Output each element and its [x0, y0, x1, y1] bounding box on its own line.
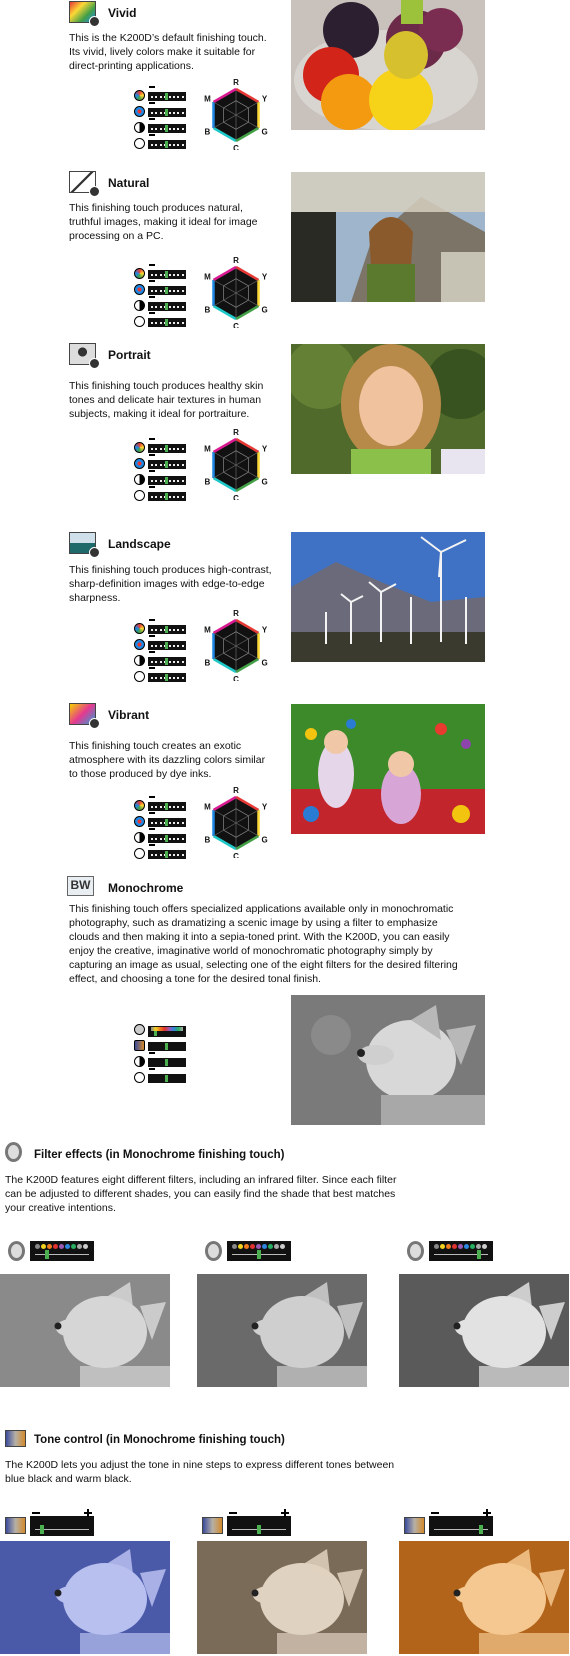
radar-label: C — [233, 322, 239, 328]
radar-label: G — [261, 305, 268, 315]
radar-label: B — [204, 658, 211, 668]
contrast-icon — [134, 122, 145, 133]
radar-label: R — [233, 609, 239, 618]
section-title: Tone control (in Monochrome finishing touch) — [34, 1434, 285, 1446]
filter-example-photo — [399, 1274, 569, 1387]
mode-section-vivid — [0, 0, 570, 160]
portrait-mode-icon — [69, 343, 96, 365]
filter-example-photo — [0, 1274, 170, 1387]
mode-title: Monochrome — [108, 881, 184, 895]
mode-title: Natural — [108, 176, 150, 190]
radar-label: M — [204, 272, 211, 282]
saturation-icon — [134, 623, 145, 634]
color-radar-chart — [200, 609, 272, 681]
mode-description: This finishing touch produces natural, truthful images, making it ideal for image processing on a PC. — [69, 202, 258, 242]
parameter-bar — [148, 850, 186, 859]
mode-section-monochrome — [0, 874, 570, 1124]
radar-label: R — [233, 428, 239, 437]
contrast-icon — [134, 1056, 145, 1067]
contrast-icon — [134, 300, 145, 311]
parameter-bar — [148, 318, 186, 327]
mode-section-portrait — [0, 342, 570, 512]
radar-label: B — [204, 477, 211, 487]
parameter-bar — [148, 834, 186, 843]
filter-selector — [404, 1240, 499, 1262]
sharpness-icon — [134, 1072, 145, 1083]
filter-effects-section — [0, 1142, 570, 1388]
hue-icon — [134, 816, 145, 827]
parameter-bar — [148, 302, 186, 311]
radar-label: R — [233, 256, 239, 265]
radar-label: C — [233, 494, 239, 500]
sharpness-icon — [134, 671, 145, 682]
tone-example-photo — [0, 1541, 170, 1654]
mode-section-landscape — [0, 530, 570, 700]
section-description: The K200D features eight different filters, including an infrared filter. Since each filter can be adjusted to different shades, you can easily find the shade that best matches your creative intentions. — [5, 1174, 397, 1214]
parameter-bar — [148, 92, 186, 101]
parameter-bar — [148, 657, 186, 666]
vibrant-mode-icon — [69, 703, 96, 725]
radar-label: M — [204, 625, 211, 635]
parameter-indicators — [134, 623, 186, 687]
tone-example-photo — [197, 1541, 367, 1654]
color-radar-chart — [200, 78, 272, 150]
radar-label: C — [233, 144, 239, 150]
sample-photo-wind-turbines — [291, 532, 485, 662]
parameter-bar — [148, 673, 186, 682]
hue-icon — [134, 106, 145, 117]
parameter-indicators — [134, 800, 186, 864]
radar-label: Y — [261, 272, 268, 282]
radar-label: Y — [261, 625, 268, 635]
radar-label: G — [261, 477, 268, 487]
radar-label: G — [261, 127, 268, 137]
sharpness-icon — [134, 316, 145, 327]
radar-label: Y — [261, 94, 268, 104]
radar-label: B — [204, 305, 211, 315]
tone-selector — [202, 1515, 297, 1537]
section-title: Filter effects (in Monochrome finishing touch) — [34, 1149, 285, 1161]
section-description: The K200D lets you adjust the tone in nine steps to express different tones between blue black and warm black. — [5, 1459, 395, 1485]
parameter-bar — [148, 444, 186, 453]
landscape-mode-icon — [69, 532, 96, 554]
tone-icon — [202, 1517, 223, 1534]
tone-example-photo — [399, 1541, 569, 1654]
mode-description: This finishing touch offers specialized applications available only in monochromatic photography, such as dramatizing a scenic image by using a filter to emphasize clouds and then making it into a sepia-toned print. With the K200D, you can easily enjoy the creative, imaginative world of monochromatic photography simply by capturing an image as usual, selecting one of the eight filters for the desired filtering effect, and choosing a tone for the desired tonal finish. — [69, 903, 458, 985]
contrast-icon — [134, 474, 145, 485]
radar-label: G — [261, 658, 268, 668]
sample-photo-children-balls — [291, 704, 485, 834]
filter-example-photo — [197, 1274, 367, 1387]
radar-label: B — [204, 127, 211, 137]
mode-title: Vivid — [108, 6, 137, 20]
saturation-icon — [134, 800, 145, 811]
radar-label: Y — [261, 802, 268, 812]
filter-icon — [407, 1241, 424, 1261]
hue-icon — [134, 458, 145, 469]
mode-description: This is the K200D’s default finishing touch. Its vivid, lively colors make it suitable for direct-printing applications. — [69, 32, 267, 72]
parameter-bar — [148, 140, 186, 149]
radar-label: R — [233, 78, 239, 87]
mode-description: This finishing touch creates an exotic atmosphere with its dazzling colors similar to those produced by dye inks. — [69, 740, 266, 780]
sample-photo-woman-golf-cart — [291, 172, 485, 302]
mode-section-natural — [0, 170, 570, 340]
mode-title: Vibrant — [108, 708, 150, 722]
sample-photo-fruit-bowl — [291, 0, 485, 130]
sample-photo-smiling-girl — [291, 344, 485, 474]
hue-icon — [134, 639, 145, 650]
radar-label: M — [204, 94, 211, 104]
parameter-bar — [148, 818, 186, 827]
filter-icon — [8, 1241, 25, 1261]
sharpness-icon — [134, 848, 145, 859]
filter-icon — [134, 1024, 145, 1035]
filter-icon — [5, 1142, 22, 1162]
radar-label: C — [233, 852, 239, 858]
saturation-icon — [134, 268, 145, 279]
tone-icon — [5, 1430, 26, 1447]
mode-description: This finishing touch produces high-contrast, sharp-definition images with edge-to-edge sharpness. — [69, 564, 272, 604]
filter-selector — [202, 1240, 297, 1262]
contrast-icon — [134, 655, 145, 666]
tone-selector — [404, 1515, 499, 1537]
parameter-bar — [148, 802, 186, 811]
color-radar-chart — [200, 428, 272, 500]
vivid-mode-icon — [69, 1, 96, 23]
radar-label: C — [233, 675, 239, 681]
parameter-bar — [148, 286, 186, 295]
natural-mode-icon — [69, 171, 96, 193]
sharpness-icon — [134, 138, 145, 149]
color-radar-chart — [200, 256, 272, 328]
parameter-indicators — [134, 268, 186, 332]
contrast-icon — [134, 832, 145, 843]
monochrome-parameter-indicators — [134, 1024, 186, 1088]
radar-label: G — [261, 835, 268, 845]
radar-label: M — [204, 802, 211, 812]
parameter-bar — [148, 460, 186, 469]
sharpness-icon — [134, 490, 145, 501]
saturation-icon — [134, 442, 145, 453]
hue-icon — [134, 284, 145, 295]
tone-icon — [134, 1040, 145, 1051]
mode-title: Landscape — [108, 537, 171, 551]
parameter-indicators — [134, 90, 186, 154]
monochrome-mode-icon: BW — [67, 876, 94, 896]
parameter-bar — [148, 124, 186, 133]
parameter-bar — [148, 625, 186, 634]
radar-label: M — [204, 444, 211, 454]
sample-photo-monochrome-dog — [291, 995, 485, 1125]
parameter-indicators — [134, 442, 186, 506]
filter-icon — [205, 1241, 222, 1261]
radar-label: Y — [261, 444, 268, 454]
parameter-bar — [148, 476, 186, 485]
mode-title: Portrait — [108, 348, 151, 362]
parameter-bar — [148, 641, 186, 650]
parameter-bar — [148, 270, 186, 279]
parameter-bar — [148, 108, 186, 117]
filter-selector — [5, 1240, 100, 1262]
mode-description: This finishing touch produces healthy skin tones and delicate hair textures in human subjects, making it ideal for portraiture. — [69, 380, 264, 420]
tone-selector — [5, 1515, 100, 1537]
mode-section-vibrant — [0, 702, 570, 872]
tone-icon — [404, 1517, 425, 1534]
color-radar-chart — [200, 786, 272, 858]
radar-label: B — [204, 835, 211, 845]
parameter-bar — [148, 492, 186, 501]
tone-icon — [5, 1517, 26, 1534]
tone-control-section — [0, 1427, 570, 1656]
saturation-icon — [134, 90, 145, 101]
radar-label: R — [233, 786, 239, 795]
